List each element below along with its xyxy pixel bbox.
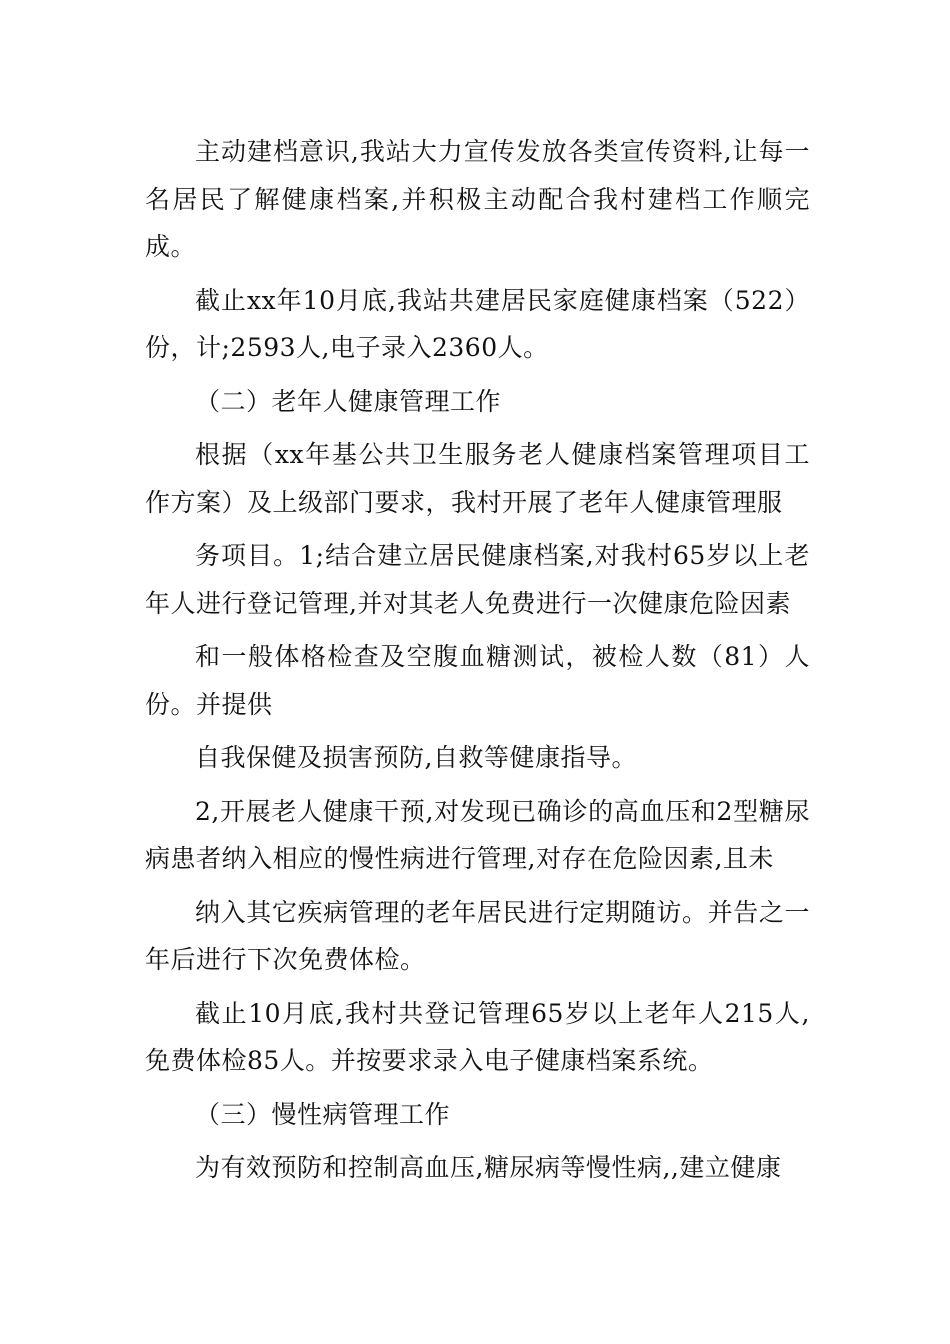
paragraph-elderly-examination: 和一般体格检查及空腹血糖测试，被检人数（81）人份。并提供 xyxy=(145,642,810,719)
paragraph-self-care-guidance: 自我保健及损害预防,自救等健康指导。 xyxy=(195,743,637,772)
paragraph-chronic-prevention: 为有效预防和控制高血压,糖尿病等慢性病,,建立健康 xyxy=(195,1153,782,1182)
paragraph-follow-up: 纳入其它疾病管理的老年居民进行定期随访。并告之一年后进行下次免费体检。 xyxy=(145,897,810,974)
paragraph-elderly-basis: 根据（xx年基公共卫生服务老人健康档案管理项目工作方案）及上级部门要求，我村开展了老年人健康管理服 xyxy=(145,440,810,517)
document-body xyxy=(145,128,810,1198)
paragraph-archive-awareness: 主动建档意识,我站大力宣传发放各类宣传资料,让每一名居民了解健康档案,并积极主动配合我村建档工作顺完成。 xyxy=(145,137,810,261)
paragraph-elderly-statistics: 截止10月底,我村共登记管理65岁以上老年人215人,免费体检85人。并按要求录入电子健康档案系统。 xyxy=(145,998,810,1075)
paragraph-elderly-registration: 务项目。1;结合建立居民健康档案,对我村65岁以上老年人进行登记管理,并对其老人免费进行一次健康危险因素 xyxy=(145,541,810,618)
paragraph-archive-statistics: 截止xx年10月底,我站共建居民家庭健康档案（522）份，计;2593人,电子录入2360人。 xyxy=(145,285,810,362)
section-heading-chronic-disease: （三）慢性病管理工作 xyxy=(195,1099,451,1129)
paragraph-health-intervention: 2,开展老人健康干预,对发现已确诊的高血压和2型糖尿病患者纳入相应的慢性病进行管理,对存在危险因素,且未 xyxy=(145,796,810,873)
section-heading-elderly-health: （二）老年人健康管理工作 xyxy=(195,386,502,416)
